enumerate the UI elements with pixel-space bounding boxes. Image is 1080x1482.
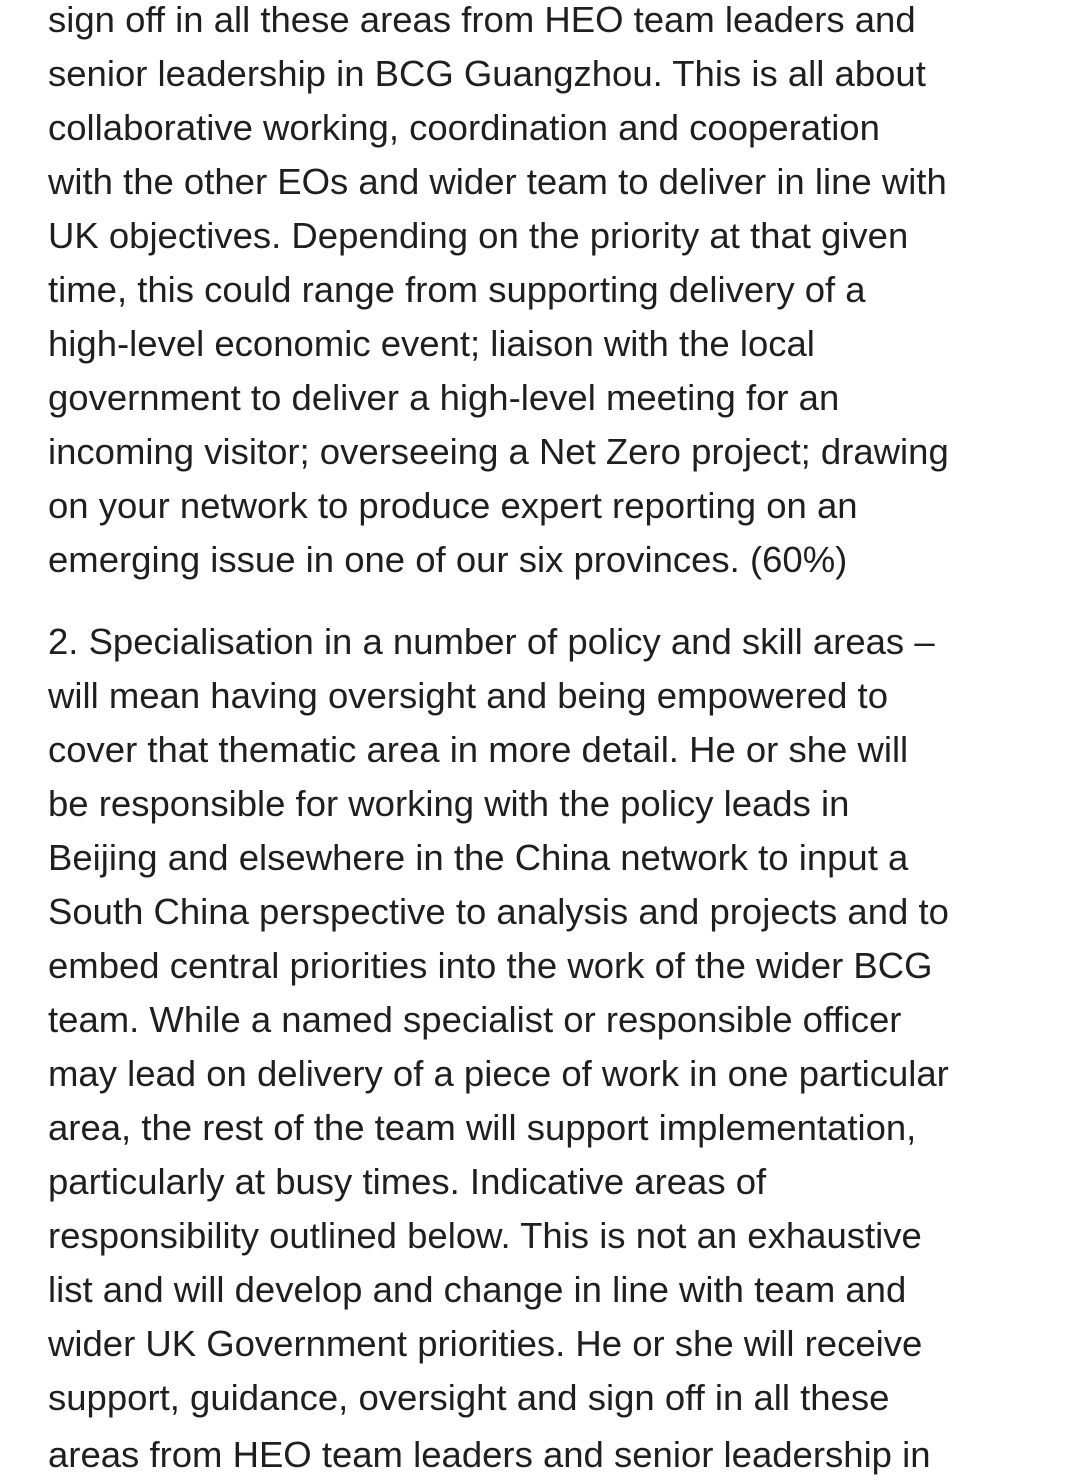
text-line: cover that thematic area in more detail. He or she will — [48, 729, 909, 770]
text-line-partially-visible: areas from HEO team leaders and senior leadership in — [48, 1434, 931, 1475]
text-line: South China perspective to analysis and projects and to — [48, 891, 949, 932]
text-line: 2. Specialisation in a number of policy and skill areas – — [48, 621, 935, 662]
text-line: particularly at busy times. Indicative areas of — [48, 1161, 767, 1202]
text-line: team. While a named specialist or responsible officer — [48, 999, 902, 1040]
text-line: UK objectives. Depending on the priority at that given — [48, 215, 909, 256]
text-line: be responsible for working with the policy leads in — [48, 783, 850, 824]
text-line: time, this could range from supporting delivery of a — [48, 269, 866, 310]
text-line: embed central priorities into the work of the wider BCG — [48, 945, 933, 986]
paragraph-2 — [48, 615, 1048, 1425]
text-line: area, the rest of the team will support implementation, — [48, 1107, 917, 1148]
text-line: emerging issue in one of our six provinces. (60%) — [48, 539, 848, 580]
text-line: responsibility outlined below. This is not an exhaustive — [48, 1215, 922, 1256]
text-line: on your network to produce expert reporting on an — [48, 485, 858, 526]
text-line: will mean having oversight and being empowered to — [48, 675, 888, 716]
text-line: may lead on delivery of a piece of work in one particular — [48, 1053, 949, 1094]
text-line: sign off in all these areas from HEO team leaders and — [48, 0, 916, 40]
paragraph-1 — [48, 0, 1048, 587]
text-line: Beijing and elsewhere in the China network to input a — [48, 837, 909, 878]
text-line: senior leadership in BCG Guangzhou. This is all about — [48, 53, 926, 94]
text-line: incoming visitor; overseeing a Net Zero project; drawing — [48, 431, 949, 472]
text-line: collaborative working, coordination and cooperation — [48, 107, 880, 148]
text-line: with the other EOs and wider team to deliver in line with — [48, 161, 947, 202]
text-line: list and will develop and change in line with team and — [48, 1269, 907, 1310]
text-line: high-level economic event; liaison with the local — [48, 323, 815, 364]
text-line: wider UK Government priorities. He or she will receive — [48, 1323, 923, 1364]
text-line: support, guidance, oversight and sign off in all these — [48, 1377, 890, 1418]
text-line: government to deliver a high-level meeting for an — [48, 377, 840, 418]
